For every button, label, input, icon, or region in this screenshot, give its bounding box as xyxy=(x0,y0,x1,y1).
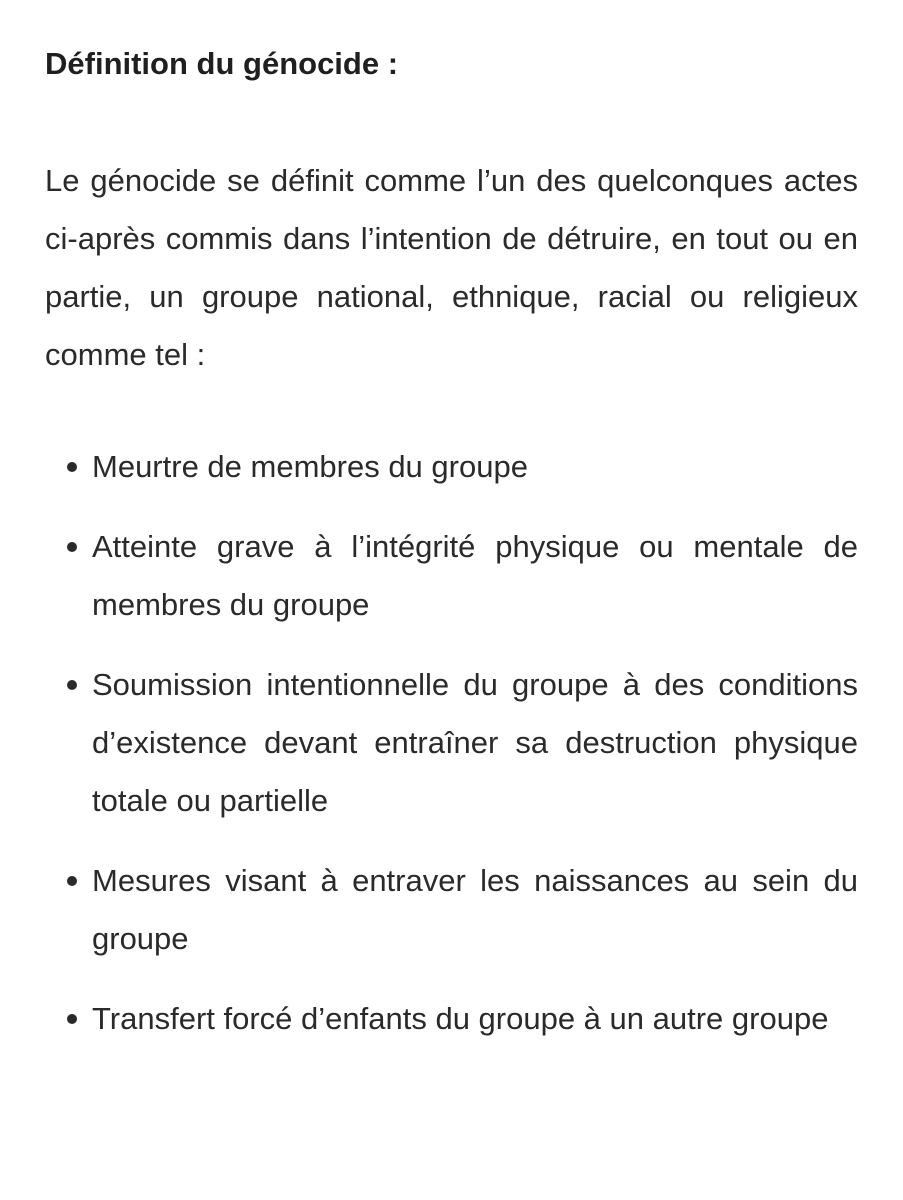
bullet-dot-icon xyxy=(67,680,77,690)
list-item-text: Mesures visant à entraver les naissances au sein du groupe xyxy=(92,863,858,956)
intro-paragraph: Le génocide se définit comme l’un des quelconques actes ci-après commis dans l’intention de détruire, en tout ou en partie, un groupe national, ethnique, racial ou religieux comme tel : xyxy=(45,163,858,372)
page-title: Définition du génocide : xyxy=(45,46,399,81)
bullet-dot-icon xyxy=(67,462,77,472)
bullet-list xyxy=(45,438,858,1070)
list-item xyxy=(45,990,858,1048)
list-item-text: Soumission intentionnelle du groupe à des conditions d’existence devant entraîner sa destruction physique totale ou partielle xyxy=(92,667,858,818)
list-item-text: Atteinte grave à l’intégrité physique ou mentale de membres du groupe xyxy=(92,529,858,622)
list-item xyxy=(45,438,858,496)
list-item-text: Meurtre de membres du groupe xyxy=(92,449,528,484)
list-item xyxy=(45,656,858,830)
list-item xyxy=(45,852,858,968)
bullet-dot-icon xyxy=(67,542,77,552)
list-item-text: Transfert forcé d’enfants du groupe à un autre groupe xyxy=(92,1001,829,1036)
bullet-dot-icon xyxy=(67,876,77,886)
bullet-dot-icon xyxy=(67,1014,77,1024)
list-item xyxy=(45,518,858,634)
